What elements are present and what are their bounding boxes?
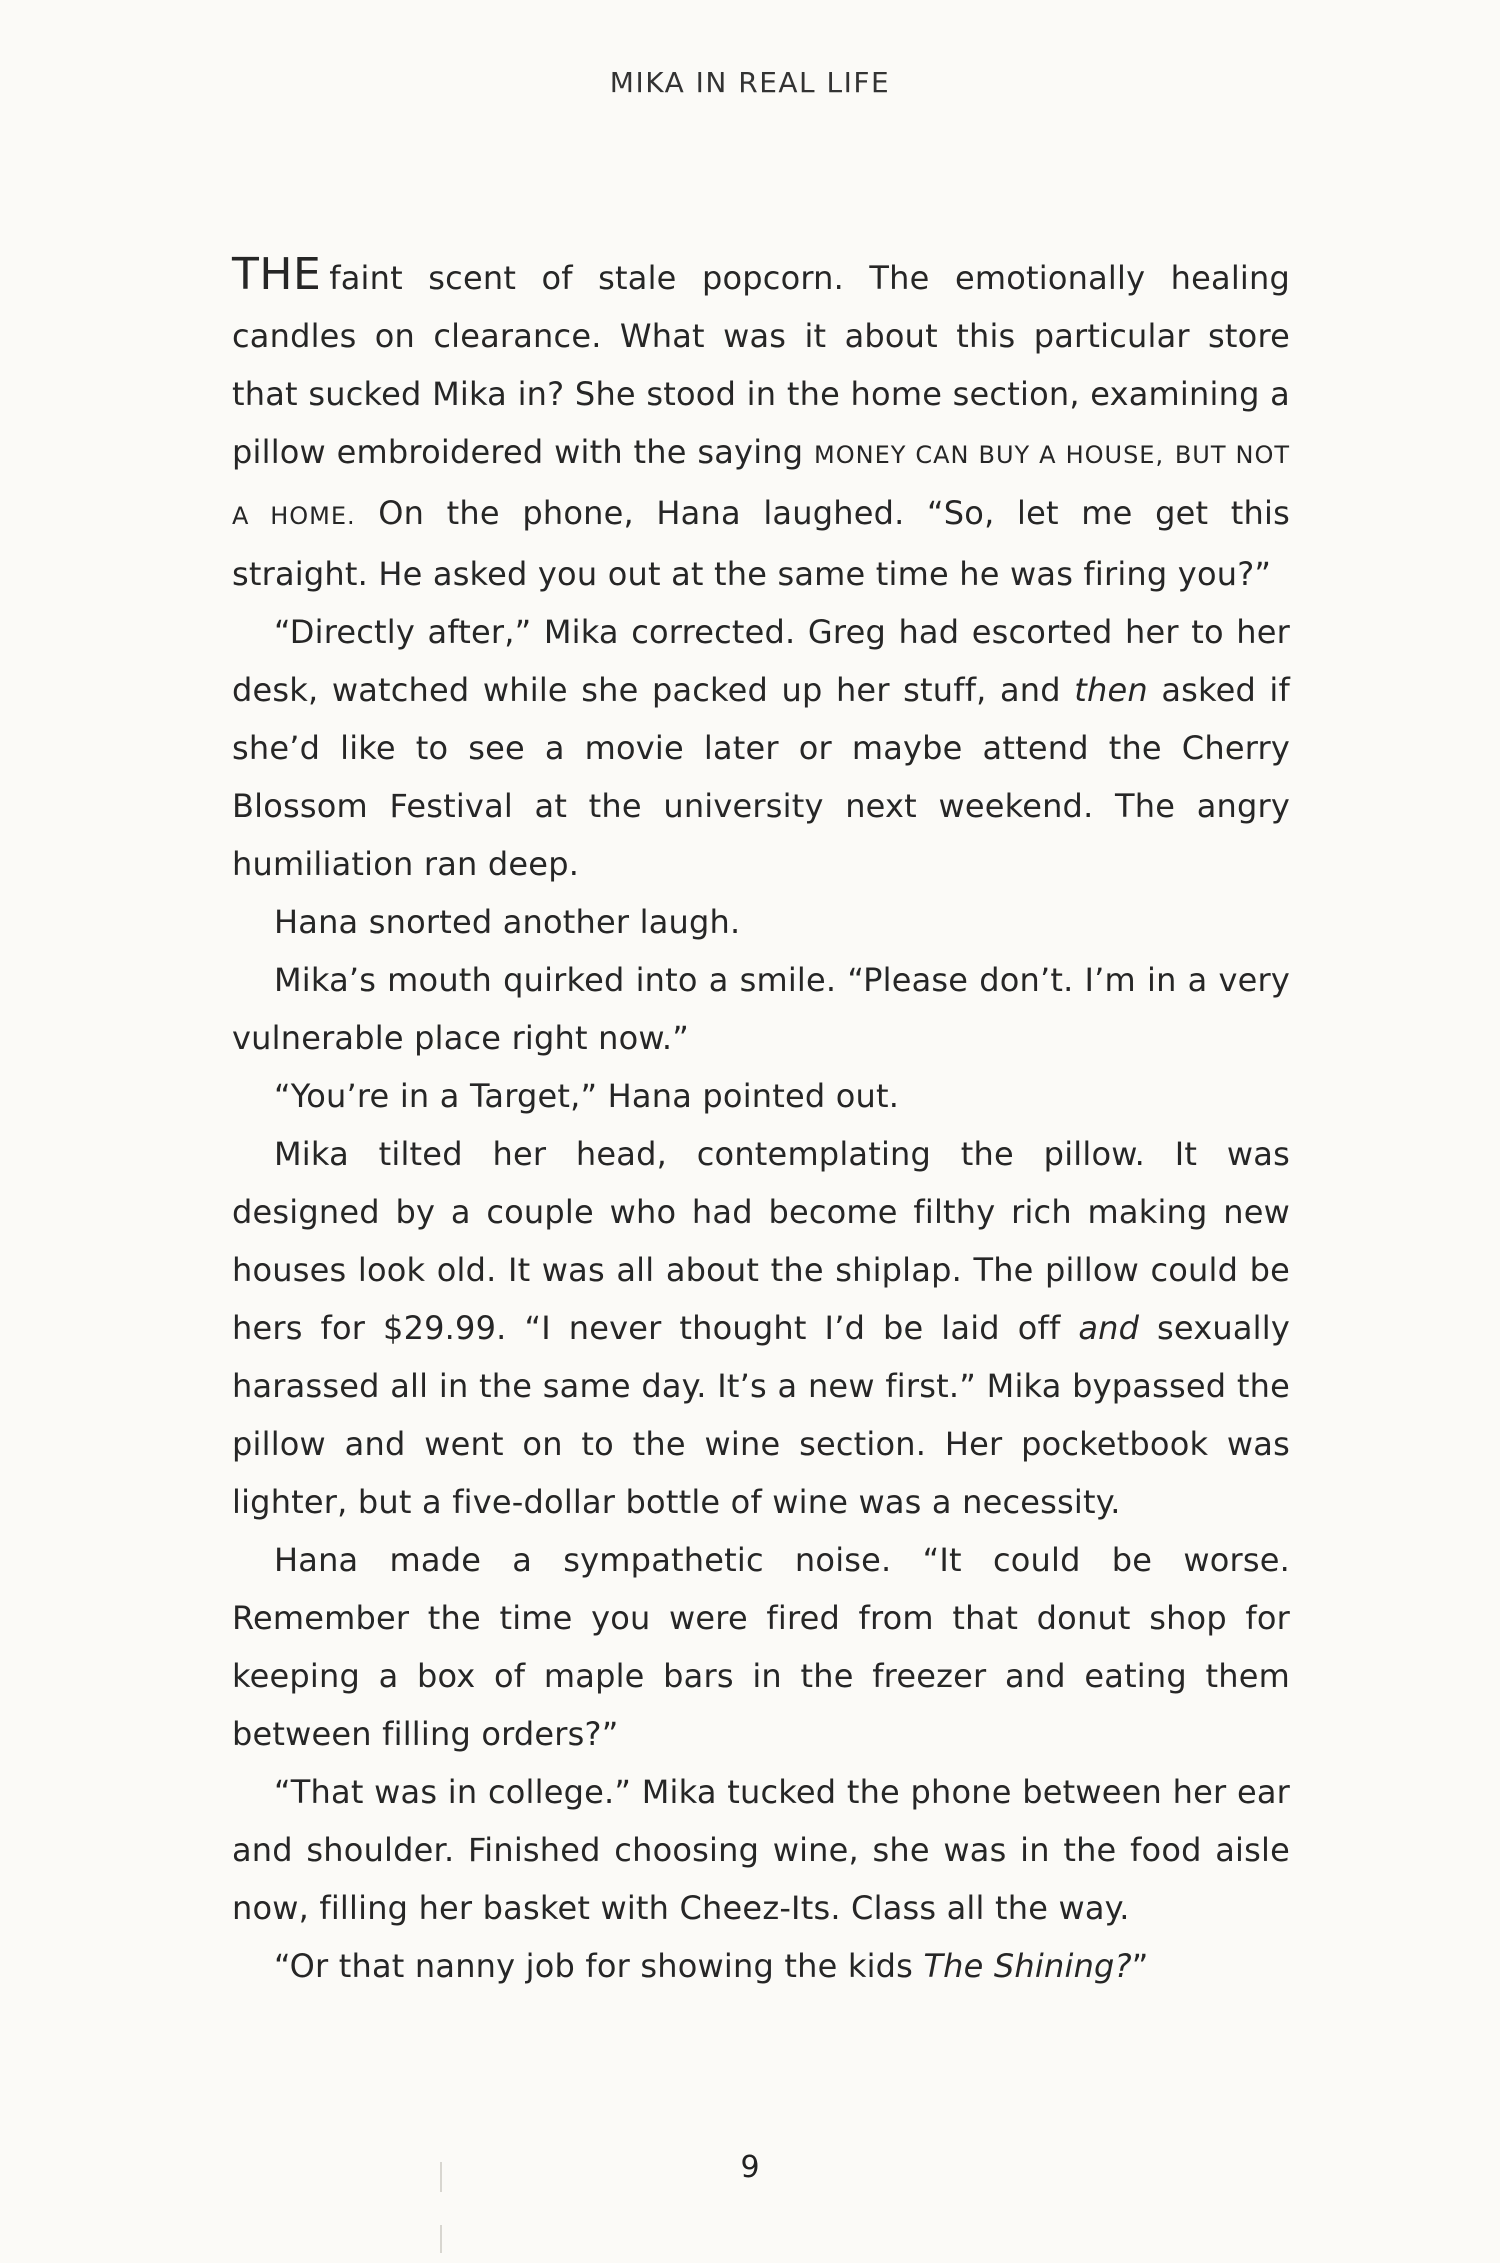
paragraph-2	[232, 603, 1290, 893]
page-number: 9	[740, 2150, 760, 2185]
p9-text-b: ”	[1131, 1947, 1149, 1985]
paragraph-3: Hana snorted another laugh.	[274, 903, 741, 941]
paragraph-1	[232, 246, 1290, 603]
p6-emphasis: and	[1078, 1309, 1140, 1347]
scan-artifact-line	[440, 2225, 442, 2253]
paragraph-9	[232, 1937, 1290, 1995]
body-text	[232, 246, 1290, 1995]
paragraph-5: “You’re in a Target,” Hana pointed out.	[274, 1077, 900, 1115]
p2-text-a: “Directly after,” Mika corrected. Greg had escorted her to her desk, watched while she packed up her stuff, and	[232, 613, 1290, 709]
p2-emphasis: then	[1074, 671, 1148, 709]
paragraph-8: “That was in college.” Mika tucked the phone between her ear and shoulder. Finished choosing wine, she was in the food aisle now, filling her basket with Cheez-Its. Class all the way.	[232, 1773, 1290, 1927]
pillow-saying-line2: BUT NOT A HOME.	[232, 441, 1291, 530]
paragraph-7: Hana made a sympathetic noise. “It could be worse. Remember the time you were fired from that donut shop for keeping a box of maple bars in the freezer and eating them between filling orders?”	[232, 1541, 1290, 1753]
scan-artifact-line	[440, 2162, 442, 2192]
p9-emphasis: The Shining?	[923, 1947, 1132, 1985]
running-head: MIKA IN REAL LIFE	[609, 66, 891, 99]
p2-text-b: asked if she’d like to see a movie later or maybe attend the Cherry Blossom Festival at the university next weekend. The angry humiliation ran deep.	[232, 671, 1290, 883]
p6-text-a: Mika tilted her head, contemplating the pillow. It was designed by a couple who had become filthy rich making new houses look old. It was all about the shiplap. The pillow could be hers for $29.99. “I never thought I’d be laid off	[232, 1135, 1290, 1347]
lead-in: THE	[232, 249, 322, 300]
pillow-saying-line1: MONEY CAN BUY A HOUSE,	[814, 441, 1165, 469]
p6-text-b: sexually harassed all in the same day. It’s a new first.” Mika bypassed the pillow and went on to the wine section. Her pocketbook was lighter, but a five-dollar bottle of wine was a necessity.	[232, 1309, 1290, 1521]
paragraph-6	[232, 1125, 1290, 1531]
p1-text-a: faint scent of stale popcorn. The emotionally healing candles on clearance. What was it about this particular store that sucked Mika in? She stood in the home section, examining a pillow embroidered with the saying	[232, 259, 1290, 471]
p1-text-b: On the phone, Hana laughed. “So, let me get this straight. He asked you out at the same time he was firing you?”	[232, 494, 1290, 593]
paragraph-4: Mika’s mouth quirked into a smile. “Please don’t. I’m in a very vulnerable place right now.”	[232, 961, 1290, 1057]
p9-text-a: “Or that nanny job for showing the kids	[274, 1947, 914, 1985]
